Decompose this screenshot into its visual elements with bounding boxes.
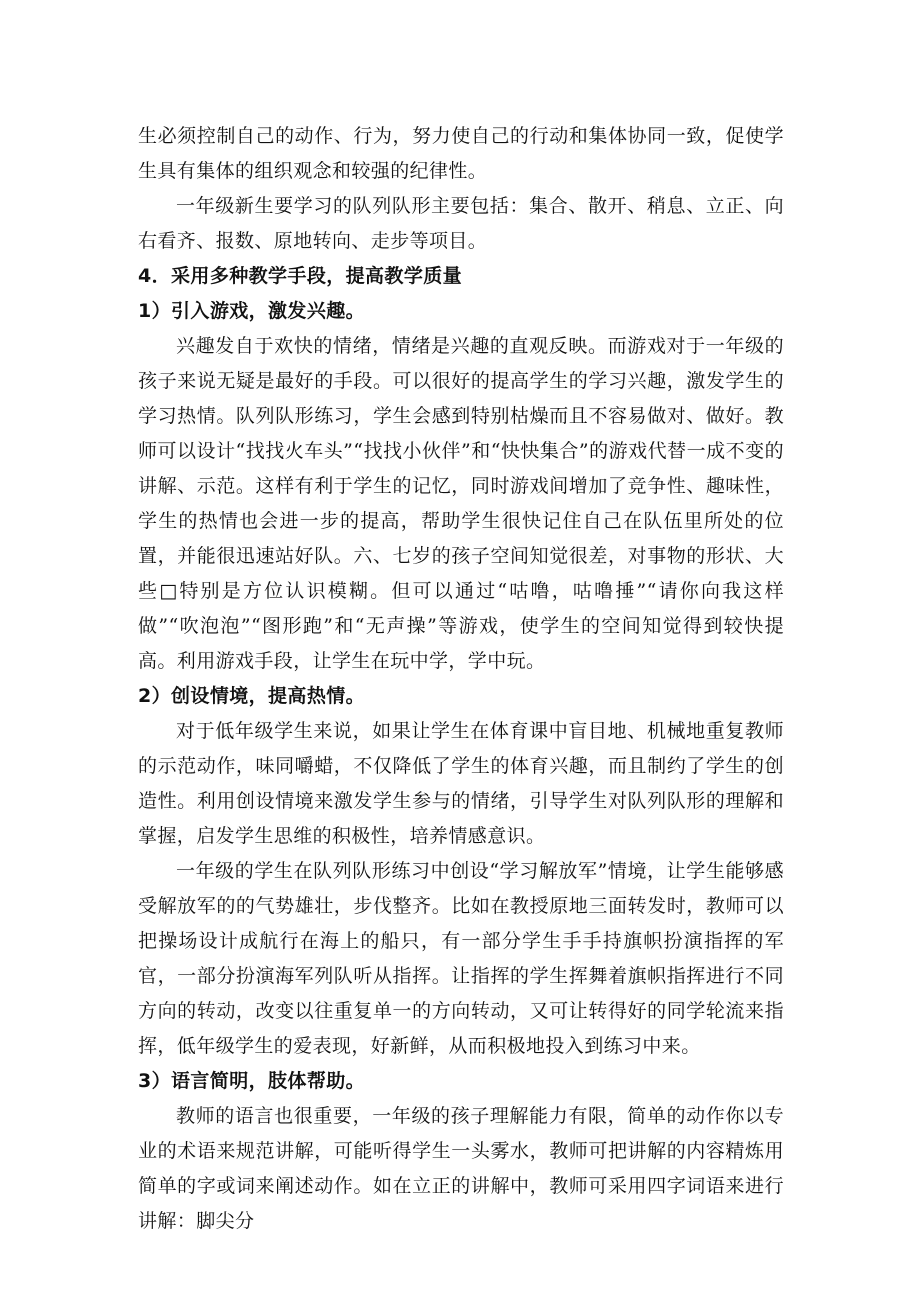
subheading-games: 1）引入游戏，激发兴趣。 xyxy=(138,300,366,322)
paragraph-games: 兴趣发自于欢快的情绪，情绪是兴趣的直观反映。而游戏对于一年级的孩子来说无疑是最好的手段。可以很好的提高学生的学习兴趣，激发学生的学习热情。队列队形练习，学生会感到特别枯燥而且不容易做对、做好。教师可以设计“找找火车头”“找找小伙伴”和“快快集合”的游戏代替一成不变的讲解、示范。这样有利于学生的记忆，同时游戏间增加了竞争性、趣味性，学生的热情也会进一步的提高，帮助学生很快记住自己在队伍里所处的位置，并能很迅速站好队。六、七岁的孩子空间知觉很差，对事物的形状、大些□特别是方位认识模糊。但可以通过“咕噜，咕噜捶”“请你向我这样做”“吹泡泡”“图形跑”和“无声操”等游戏，使学生的空间知觉得到较快提高。利用游戏手段，让学生在玩中学，学中玩。 xyxy=(138,335,784,672)
paragraph-situation: 对于低年级学生来说，如果让学生在体育课中盲目地、机械地重复教师的示范动作，味同嚼蜡，不仅降低了学生的体育兴趣，而且制约了学生的创造性。利用创设情境来激发学生参与的情绪，引导学生对队列队形的理解和掌握，启发学生思维的积极性，培养情感意识。 xyxy=(138,720,784,847)
document-body xyxy=(138,119,784,1239)
paragraph-continuation: 生必须控制自己的动作、行为，努力使自己的行动和集体协同一致，促使学生具有集体的组织观念和较强的纪律性。 xyxy=(138,125,784,182)
section-heading-4: 4．采用多种教学手段，提高教学质量 xyxy=(138,265,463,287)
paragraph-language: 教师的语言也很重要，一年级的孩子理解能力有限，简单的动作你以专业的术语来规范讲解，可能听得学生一头雾水，教师可把讲解的内容精炼用简单的字或词来阐述动作。如在立正的讲解中，教师可采用四字词语来进行讲解：脚尖分 xyxy=(138,1105,784,1232)
paragraph-drill-items: 一年级新生要学习的队列队形主要包括：集合、散开、稍息、立正、向右看齐、报数、原地转向、走步等项目。 xyxy=(138,195,784,252)
subheading-situation: 2）创设情境，提高热情。 xyxy=(138,685,366,707)
subheading-language: 3）语言简明，肢体帮助。 xyxy=(138,1070,366,1092)
paragraph-army: 一年级的学生在队列队形练习中创设“学习解放军”情境，让学生能够感受解放军的的气势雄壮，步伐整齐。比如在教授原地三面转发时，教师可以把操场设计成航行在海上的船只，有一部分学生手手持旗帜扮演指挥的军官，一部分扮演海军列队听从指挥。让指挥的学生挥舞着旗帜指挥进行不同方向的转动，改变以往重复单一的方向转动，又可让转得好的同学轮流来指挥，低年级学生的爱表现，好新鲜，从而积极地投入到练习中来。 xyxy=(138,860,784,1057)
